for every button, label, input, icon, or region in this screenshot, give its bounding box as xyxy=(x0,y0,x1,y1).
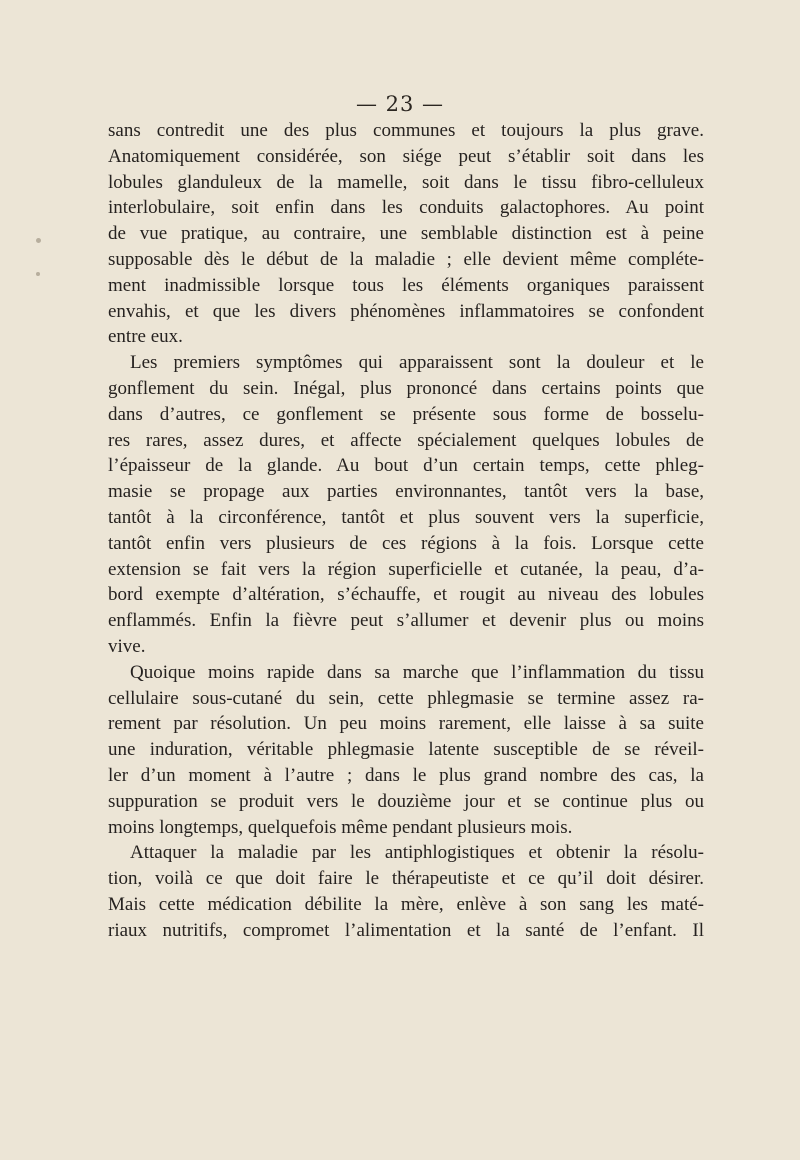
text-line: de vue pratique, au contraire, une semblable distinction est à peine xyxy=(108,223,704,245)
text-line: lobules glanduleux de la mamelle, soit dans le tissu fibro-celluleux xyxy=(108,171,704,193)
page-number: — 23 — xyxy=(355,92,445,116)
text-line: tion, voilà ce que doit faire le thérapeutiste et ce qu’il doit désirer. xyxy=(108,868,704,890)
body-text xyxy=(108,118,704,944)
text-line: enflammés. Enfin la fièvre peut s’allumer et devenir plus ou moins xyxy=(108,610,704,632)
text-line: suppuration se produit vers le douzième jour et se continue plus ou xyxy=(108,790,704,812)
text-line: l’épaisseur de la glande. Au bout d’un certain temps, cette phleg- xyxy=(108,455,704,477)
text-line: bord exempte d’altération, s’échauffe, et rougit au niveau des lobules xyxy=(108,584,704,606)
text-line: cellulaire sous-cutané du sein, cette phlegmasie se termine assez ra- xyxy=(108,687,704,709)
text-line: rement par résolution. Un peu moins rarement, elle laisse à sa suite xyxy=(108,713,704,735)
text-line: entre eux. xyxy=(108,326,183,348)
paper-stain xyxy=(36,272,40,276)
text-line: Quoique moins rapide dans sa marche que l’inflammation du tissu xyxy=(130,661,704,683)
text-line: interlobulaire, soit enfin dans les conduits galactophores. Au point xyxy=(108,197,704,219)
text-line: Les premiers symptômes qui apparaissent sont la douleur et le xyxy=(130,352,704,374)
text-line: une induration, véritable phlegmasie latente susceptible de se réveil- xyxy=(108,739,704,761)
paragraph-4 xyxy=(108,840,704,943)
text-line: masie se propage aux parties environnantes, tantôt vers la base, xyxy=(108,481,704,503)
text-line: riaux nutritifs, compromet l’alimentation et la santé de l’enfant. Il xyxy=(108,919,704,941)
paper-stain xyxy=(36,238,41,243)
text-line: envahis, et que les divers phénomènes inflammatoires se confondent xyxy=(108,300,704,322)
text-line: Attaquer la maladie par les antiphlogistiques et obtenir la résolu- xyxy=(130,842,704,864)
text-line: tantôt enfin vers plusieurs de ces régions à la fois. Lorsque cette xyxy=(108,532,704,554)
text-line: tantôt à la circonférence, tantôt et plus souvent vers la superficie, xyxy=(108,506,704,528)
text-line: moins longtemps, quelquefois même pendant plusieurs mois. xyxy=(108,816,573,838)
text-line: gonflement du sein. Inégal, plus prononcé dans certains points que xyxy=(108,377,704,399)
text-line: dans d’autres, ce gonflement se présente sous forme de bosselu- xyxy=(108,403,704,425)
text-line: vive. xyxy=(108,635,146,657)
paragraph-3 xyxy=(108,660,704,841)
text-line: res rares, assez dures, et affecte spécialement quelques lobules de xyxy=(108,429,704,451)
text-line: Anatomiquement considérée, son siége peut s’établir soit dans les xyxy=(108,145,704,167)
text-line: Mais cette médication débilite la mère, enlève à son sang les maté- xyxy=(108,893,704,915)
text-line: ler d’un moment à l’autre ; dans le plus grand nombre des cas, la xyxy=(108,764,704,786)
text-line: supposable dès le début de la maladie ; elle devient même compléte- xyxy=(108,248,704,270)
text-line: extension se fait vers la région superficielle et cutanée, la peau, d’a- xyxy=(108,558,704,580)
text-line: ment inadmissible lorsque tous les éléments organiques paraissent xyxy=(108,274,704,296)
text-line: sans contredit une des plus communes et toujours la plus grave. xyxy=(108,120,704,141)
paragraph-2 xyxy=(108,350,704,660)
paragraph-1 xyxy=(108,118,704,350)
